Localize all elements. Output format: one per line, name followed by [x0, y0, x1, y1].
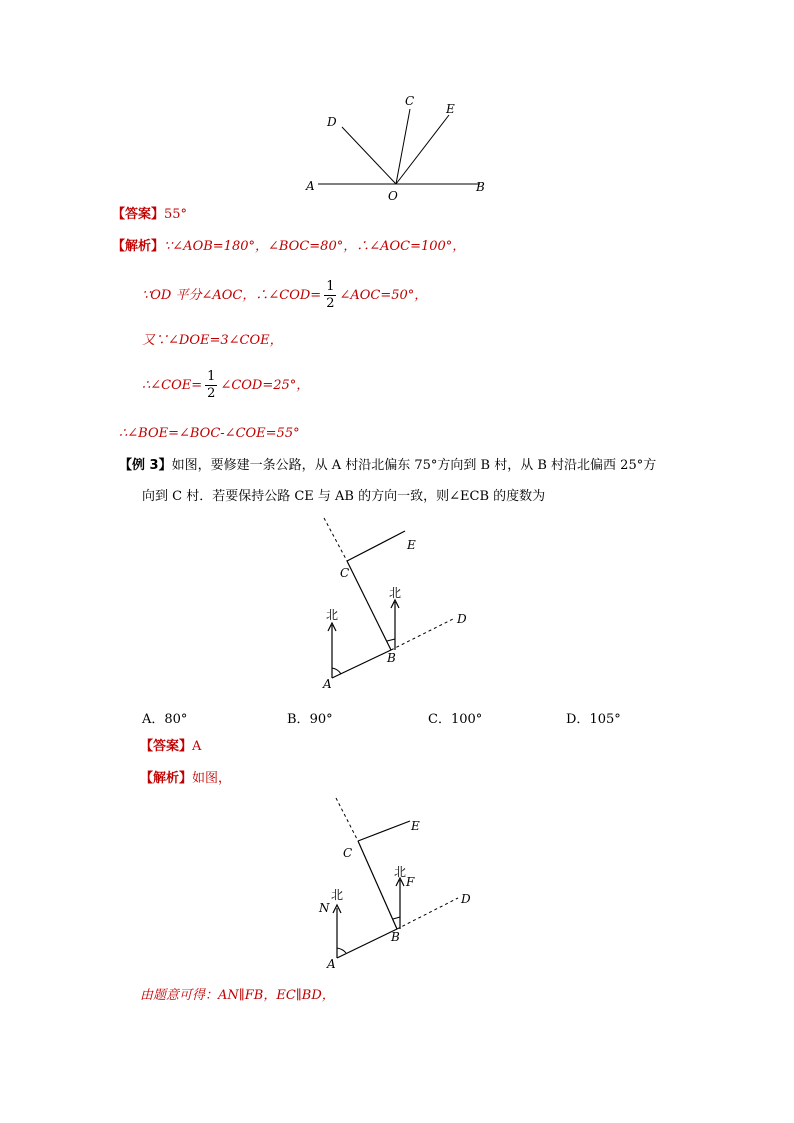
fraction-half: $\frac{1}{2}$: [207, 369, 216, 401]
choice-d[interactable]: D．105°: [566, 712, 621, 727]
answer-line-3: [140, 737, 201, 757]
label-A: A: [323, 677, 332, 691]
analysis-text: 如图，: [192, 771, 232, 786]
angle-mark-A: [337, 948, 346, 953]
label-A: A: [306, 179, 315, 193]
analysis-line-1: [112, 237, 465, 257]
conclusion-text: 由题意可得：AN∥FB，EC∥BD，: [140, 988, 335, 1003]
analysis-text: ∵OD 平分∠AOC，∴∠COD=: [142, 288, 322, 303]
segment-CB: [347, 561, 391, 650]
label-north-A: 北: [331, 888, 344, 902]
analysis-bracket: 【解析】: [140, 771, 193, 786]
analysis-bracket: 【解析】: [112, 239, 165, 254]
label-B: B: [391, 930, 400, 944]
label-C: C: [340, 566, 350, 580]
analysis-line-5: [119, 424, 300, 444]
label-E: E: [446, 102, 455, 116]
label-north-B: 北: [394, 865, 407, 879]
analysis-line-4: [142, 368, 309, 404]
figure-road-diagram-annotated: [310, 795, 490, 975]
example-3-line-2: [142, 487, 545, 507]
example-text: 向到 C 村．若要保持公路 CE 与 AB 的方向一致，则∠ECB 的度数为: [142, 489, 546, 504]
angle-mark-B: [387, 639, 395, 641]
label-north-A: 北: [326, 608, 339, 622]
label-C: C: [343, 846, 353, 860]
label-E: E: [411, 819, 420, 833]
figure-road-diagram: [310, 515, 490, 695]
conclusion-line: [140, 986, 335, 1006]
example-3-line-1: [119, 456, 656, 476]
label-B: B: [476, 180, 485, 194]
answer-line-1: [112, 205, 187, 225]
dashed-extension-CB: [324, 518, 347, 561]
example-text: 如图，要修建一条公路，从 A 村沿北偏东 75°方向到 B 村，从 B 村沿北偏西 25°方: [171, 458, 657, 473]
dashed-extension-CB: [336, 798, 358, 841]
label-B: B: [387, 651, 396, 665]
segment-CE: [347, 531, 405, 561]
label-O: O: [388, 189, 398, 203]
answer-bracket: 【答案】: [140, 739, 193, 754]
dashed-extension-BD: [391, 618, 455, 650]
analysis-text: ∠COD=25°，: [220, 378, 310, 393]
label-N: N: [319, 901, 330, 915]
analysis-text: 又∵∠DOE=3∠COE，: [142, 333, 283, 348]
analysis-text: ∠AOC=50°，: [339, 288, 428, 303]
label-A: A: [327, 957, 336, 971]
label-F: F: [406, 875, 415, 889]
fraction-half: $\frac{1}{2}$: [326, 279, 335, 311]
angle-mark-B: [393, 917, 400, 919]
choice-c[interactable]: C．100°: [428, 712, 483, 727]
label-north-B: 北: [389, 586, 402, 600]
segment-CE: [358, 821, 410, 841]
segment-AB: [337, 929, 397, 958]
ray-OD: [342, 127, 396, 184]
answer-value: A: [192, 739, 202, 754]
analysis-text: ∴∠COE=: [142, 378, 203, 393]
answer-value: 55°: [164, 207, 188, 222]
dashed-extension-BD: [397, 898, 458, 929]
analysis-line-3-intro: [140, 769, 231, 789]
choice-a[interactable]: A．80°: [142, 712, 188, 727]
analysis-line-2: [142, 278, 427, 314]
ray-OE: [396, 115, 449, 184]
analysis-text: ∴∠BOE=∠BOC-∠COE=55°: [119, 426, 300, 441]
label-D: D: [327, 115, 337, 129]
analysis-line-3: [142, 331, 283, 351]
angle-mark-A: [332, 668, 341, 674]
segment-CB: [358, 841, 397, 929]
label-E: E: [407, 538, 416, 552]
label-D: D: [461, 892, 471, 906]
choice-b[interactable]: B．90°: [287, 712, 333, 727]
ray-OC: [396, 109, 410, 184]
analysis-text: ∵∠AOB=180°，∠BOC=80°，∴∠AOC=100°，: [164, 239, 466, 254]
answer-bracket: 【答案】: [112, 207, 165, 222]
figure-angle-diagram: [300, 90, 500, 205]
label-D: D: [457, 612, 467, 626]
label-C: C: [405, 94, 415, 108]
example-bracket: 【例 3】: [119, 458, 172, 473]
